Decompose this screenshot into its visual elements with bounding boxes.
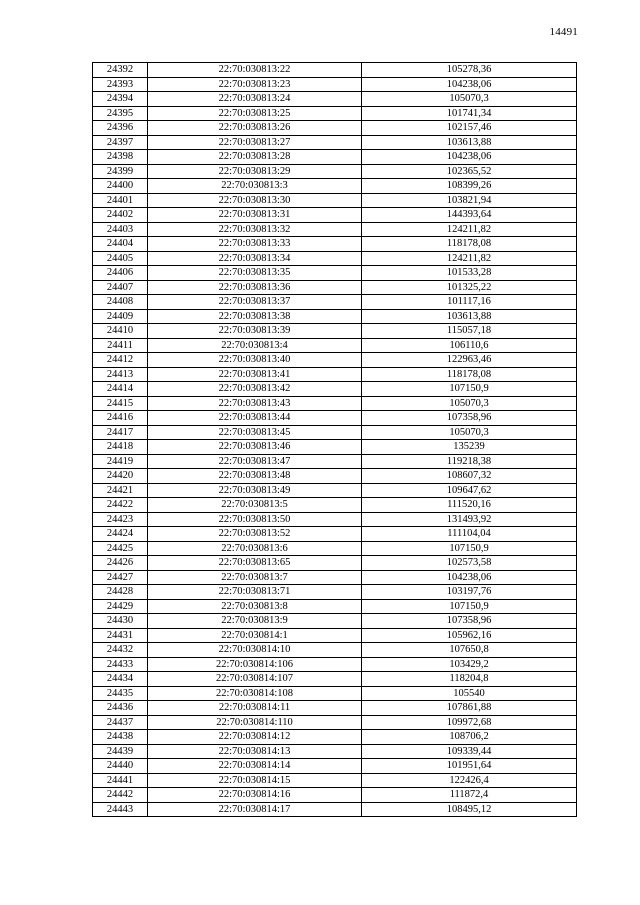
table-row: [93, 77, 577, 92]
value-cell: 111872,4: [362, 788, 577, 803]
cadastral-number-cell: 22:70:030813:65: [148, 556, 362, 571]
row-number-cell: 24395: [93, 106, 148, 121]
table-row: [93, 324, 577, 339]
value-cell: 122963,46: [362, 353, 577, 368]
cadastral-number-cell: 22:70:030814:107: [148, 672, 362, 687]
table-row: [93, 469, 577, 484]
row-number-cell: 24441: [93, 773, 148, 788]
row-number-cell: 24427: [93, 570, 148, 585]
row-number-cell: 24443: [93, 802, 148, 817]
table-row: [93, 628, 577, 643]
table-row: [93, 498, 577, 513]
cadastral-number-cell: 22:70:030814:110: [148, 715, 362, 730]
table-row: [93, 773, 577, 788]
table-row: [93, 295, 577, 310]
cadastral-number-cell: 22:70:030814:12: [148, 730, 362, 745]
table-row: [93, 672, 577, 687]
value-cell: 115057,18: [362, 324, 577, 339]
row-number-cell: 24423: [93, 512, 148, 527]
table-row: [93, 121, 577, 136]
value-cell: 102573,58: [362, 556, 577, 571]
value-cell: 108607,32: [362, 469, 577, 484]
table-row: [93, 411, 577, 426]
value-cell: 106110,6: [362, 338, 577, 353]
value-cell: 102157,46: [362, 121, 577, 136]
value-cell: 118178,08: [362, 237, 577, 252]
table-row: [93, 570, 577, 585]
table-row: [93, 512, 577, 527]
table-row: [93, 483, 577, 498]
row-number-cell: 24413: [93, 367, 148, 382]
cadastral-number-cell: 22:70:030813:6: [148, 541, 362, 556]
value-cell: 107150,9: [362, 541, 577, 556]
table-row: [93, 701, 577, 716]
row-number-cell: 24434: [93, 672, 148, 687]
value-cell: 119218,38: [362, 454, 577, 469]
table-row: [93, 527, 577, 542]
cadastral-number-cell: 22:70:030813:9: [148, 614, 362, 629]
cadastral-number-cell: 22:70:030813:22: [148, 63, 362, 78]
value-cell: 101741,34: [362, 106, 577, 121]
table-row: [93, 556, 577, 571]
row-number-cell: 24417: [93, 425, 148, 440]
row-number-cell: 24411: [93, 338, 148, 353]
cadastral-number-cell: 22:70:030814:13: [148, 744, 362, 759]
table-row: [93, 715, 577, 730]
row-number-cell: 24424: [93, 527, 148, 542]
value-cell: 118178,08: [362, 367, 577, 382]
row-number-cell: 24407: [93, 280, 148, 295]
table-row: [93, 454, 577, 469]
cadastral-number-cell: 22:70:030813:41: [148, 367, 362, 382]
value-cell: 105070,3: [362, 92, 577, 107]
cadastral-number-cell: 22:70:030813:29: [148, 164, 362, 179]
value-cell: 131493,92: [362, 512, 577, 527]
table-row: [93, 802, 577, 817]
value-cell: 122426,4: [362, 773, 577, 788]
table-row: [93, 585, 577, 600]
row-number-cell: 24406: [93, 266, 148, 281]
cadastral-number-cell: 22:70:030813:38: [148, 309, 362, 324]
value-cell: 101951,64: [362, 759, 577, 774]
row-number-cell: 24399: [93, 164, 148, 179]
table-row: [93, 686, 577, 701]
cadastral-number-cell: 22:70:030813:23: [148, 77, 362, 92]
table-row: [93, 440, 577, 455]
value-cell: 107861,88: [362, 701, 577, 716]
cadastral-number-cell: 22:70:030813:46: [148, 440, 362, 455]
cadastral-number-cell: 22:70:030813:39: [148, 324, 362, 339]
table-row: [93, 237, 577, 252]
cadastral-number-cell: 22:70:030813:7: [148, 570, 362, 585]
value-cell: 104238,06: [362, 150, 577, 165]
value-cell: 103429,2: [362, 657, 577, 672]
cadastral-number-cell: 22:70:030813:24: [148, 92, 362, 107]
table-row: [93, 730, 577, 745]
table-row: [93, 63, 577, 78]
table-row: [93, 541, 577, 556]
table-row: [93, 367, 577, 382]
cadastral-number-cell: 22:70:030813:71: [148, 585, 362, 600]
row-number-cell: 24401: [93, 193, 148, 208]
row-number-cell: 24418: [93, 440, 148, 455]
cadastral-number-cell: 22:70:030813:3: [148, 179, 362, 194]
cadastral-number-cell: 22:70:030814:108: [148, 686, 362, 701]
row-number-cell: 24408: [93, 295, 148, 310]
table-row: [93, 150, 577, 165]
row-number-cell: 24398: [93, 150, 148, 165]
row-number-cell: 24405: [93, 251, 148, 266]
cadastral-number-cell: 22:70:030813:48: [148, 469, 362, 484]
row-number-cell: 24394: [93, 92, 148, 107]
value-cell: 101117,16: [362, 295, 577, 310]
table-row: [93, 106, 577, 121]
row-number-cell: 24416: [93, 411, 148, 426]
row-number-cell: 24419: [93, 454, 148, 469]
table-row: [93, 643, 577, 658]
cadastral-value-table: [92, 62, 577, 817]
table-row: [93, 614, 577, 629]
cadastral-number-cell: 22:70:030813:8: [148, 599, 362, 614]
row-number-cell: 24429: [93, 599, 148, 614]
cadastral-number-cell: 22:70:030813:52: [148, 527, 362, 542]
cadastral-number-cell: 22:70:030814:1: [148, 628, 362, 643]
cadastral-number-cell: 22:70:030814:10: [148, 643, 362, 658]
value-cell: 108399,26: [362, 179, 577, 194]
value-cell: 105070,3: [362, 396, 577, 411]
value-cell: 105962,16: [362, 628, 577, 643]
cadastral-number-cell: 22:70:030813:33: [148, 237, 362, 252]
value-cell: 109339,44: [362, 744, 577, 759]
row-number-cell: 24422: [93, 498, 148, 513]
row-number-cell: 24393: [93, 77, 148, 92]
cadastral-number-cell: 22:70:030813:43: [148, 396, 362, 411]
cadastral-number-cell: 22:70:030813:47: [148, 454, 362, 469]
value-cell: 108706,2: [362, 730, 577, 745]
cadastral-number-cell: 22:70:030813:32: [148, 222, 362, 237]
table-row: [93, 657, 577, 672]
row-number-cell: 24415: [93, 396, 148, 411]
row-number-cell: 24409: [93, 309, 148, 324]
value-cell: 109972,68: [362, 715, 577, 730]
table-row: [93, 222, 577, 237]
row-number-cell: 24402: [93, 208, 148, 223]
row-number-cell: 24437: [93, 715, 148, 730]
table-row: [93, 382, 577, 397]
cadastral-number-cell: 22:70:030814:106: [148, 657, 362, 672]
table-row: [93, 266, 577, 281]
row-number-cell: 24397: [93, 135, 148, 150]
row-number-cell: 24426: [93, 556, 148, 571]
row-number-cell: 24439: [93, 744, 148, 759]
row-number-cell: 24412: [93, 353, 148, 368]
cadastral-number-cell: 22:70:030813:4: [148, 338, 362, 353]
value-cell: 135239: [362, 440, 577, 455]
row-number-cell: 24414: [93, 382, 148, 397]
value-cell: 105540: [362, 686, 577, 701]
value-cell: 107358,96: [362, 411, 577, 426]
cadastral-number-cell: 22:70:030814:14: [148, 759, 362, 774]
table-row: [93, 759, 577, 774]
cadastral-number-cell: 22:70:030813:40: [148, 353, 362, 368]
row-number-cell: 24436: [93, 701, 148, 716]
table-row: [93, 599, 577, 614]
value-cell: 104238,06: [362, 77, 577, 92]
cadastral-number-cell: 22:70:030813:44: [148, 411, 362, 426]
value-cell: 107150,9: [362, 382, 577, 397]
cadastral-number-cell: 22:70:030813:28: [148, 150, 362, 165]
cadastral-number-cell: 22:70:030814:11: [148, 701, 362, 716]
row-number-cell: 24392: [93, 63, 148, 78]
value-cell: 107358,96: [362, 614, 577, 629]
row-number-cell: 24421: [93, 483, 148, 498]
cadastral-number-cell: 22:70:030813:49: [148, 483, 362, 498]
value-cell: 111104,04: [362, 527, 577, 542]
value-cell: 118204,8: [362, 672, 577, 687]
row-number-cell: 24432: [93, 643, 148, 658]
cadastral-number-cell: 22:70:030813:50: [148, 512, 362, 527]
row-number-cell: 24420: [93, 469, 148, 484]
cadastral-number-cell: 22:70:030813:45: [148, 425, 362, 440]
table-row: [93, 164, 577, 179]
row-number-cell: 24428: [93, 585, 148, 600]
table-row: [93, 396, 577, 411]
table-row: [93, 179, 577, 194]
value-cell: 103821,94: [362, 193, 577, 208]
value-cell: 144393,64: [362, 208, 577, 223]
row-number-cell: 24430: [93, 614, 148, 629]
cadastral-number-cell: 22:70:030813:26: [148, 121, 362, 136]
value-cell: 105070,3: [362, 425, 577, 440]
table-body: [93, 63, 577, 817]
table-row: [93, 744, 577, 759]
value-cell: 103613,88: [362, 309, 577, 324]
row-number-cell: 24403: [93, 222, 148, 237]
table-row: [93, 208, 577, 223]
row-number-cell: 24396: [93, 121, 148, 136]
table-row: [93, 788, 577, 803]
cadastral-number-cell: 22:70:030813:36: [148, 280, 362, 295]
value-cell: 111520,16: [362, 498, 577, 513]
cadastral-number-cell: 22:70:030813:37: [148, 295, 362, 310]
value-cell: 102365,52: [362, 164, 577, 179]
cadastral-number-cell: 22:70:030814:17: [148, 802, 362, 817]
row-number-cell: 24431: [93, 628, 148, 643]
value-cell: 101325,22: [362, 280, 577, 295]
cadastral-number-cell: 22:70:030814:16: [148, 788, 362, 803]
page-number: 14491: [549, 26, 578, 38]
value-cell: 104238,06: [362, 570, 577, 585]
cadastral-number-cell: 22:70:030813:34: [148, 251, 362, 266]
cadastral-number-cell: 22:70:030813:27: [148, 135, 362, 150]
row-number-cell: 24425: [93, 541, 148, 556]
row-number-cell: 24433: [93, 657, 148, 672]
table-row: [93, 353, 577, 368]
cadastral-number-cell: 22:70:030813:42: [148, 382, 362, 397]
value-cell: 103197,76: [362, 585, 577, 600]
cadastral-number-cell: 22:70:030813:31: [148, 208, 362, 223]
table-row: [93, 425, 577, 440]
row-number-cell: 24435: [93, 686, 148, 701]
table-row: [93, 251, 577, 266]
table-row: [93, 92, 577, 107]
row-number-cell: 24440: [93, 759, 148, 774]
value-cell: 109647,62: [362, 483, 577, 498]
value-cell: 124211,82: [362, 222, 577, 237]
table-row: [93, 309, 577, 324]
table-row: [93, 193, 577, 208]
cadastral-number-cell: 22:70:030813:35: [148, 266, 362, 281]
table-row: [93, 135, 577, 150]
value-cell: 101533,28: [362, 266, 577, 281]
cadastral-number-cell: 22:70:030813:25: [148, 106, 362, 121]
row-number-cell: 24442: [93, 788, 148, 803]
row-number-cell: 24400: [93, 179, 148, 194]
value-cell: 108495,12: [362, 802, 577, 817]
value-cell: 107650,8: [362, 643, 577, 658]
cadastral-number-cell: 22:70:030814:15: [148, 773, 362, 788]
value-cell: 103613,88: [362, 135, 577, 150]
row-number-cell: 24404: [93, 237, 148, 252]
row-number-cell: 24410: [93, 324, 148, 339]
value-cell: 105278,36: [362, 63, 577, 78]
cadastral-number-cell: 22:70:030813:30: [148, 193, 362, 208]
value-cell: 124211,82: [362, 251, 577, 266]
table-row: [93, 338, 577, 353]
row-number-cell: 24438: [93, 730, 148, 745]
cadastral-number-cell: 22:70:030813:5: [148, 498, 362, 513]
value-cell: 107150,9: [362, 599, 577, 614]
table-row: [93, 280, 577, 295]
